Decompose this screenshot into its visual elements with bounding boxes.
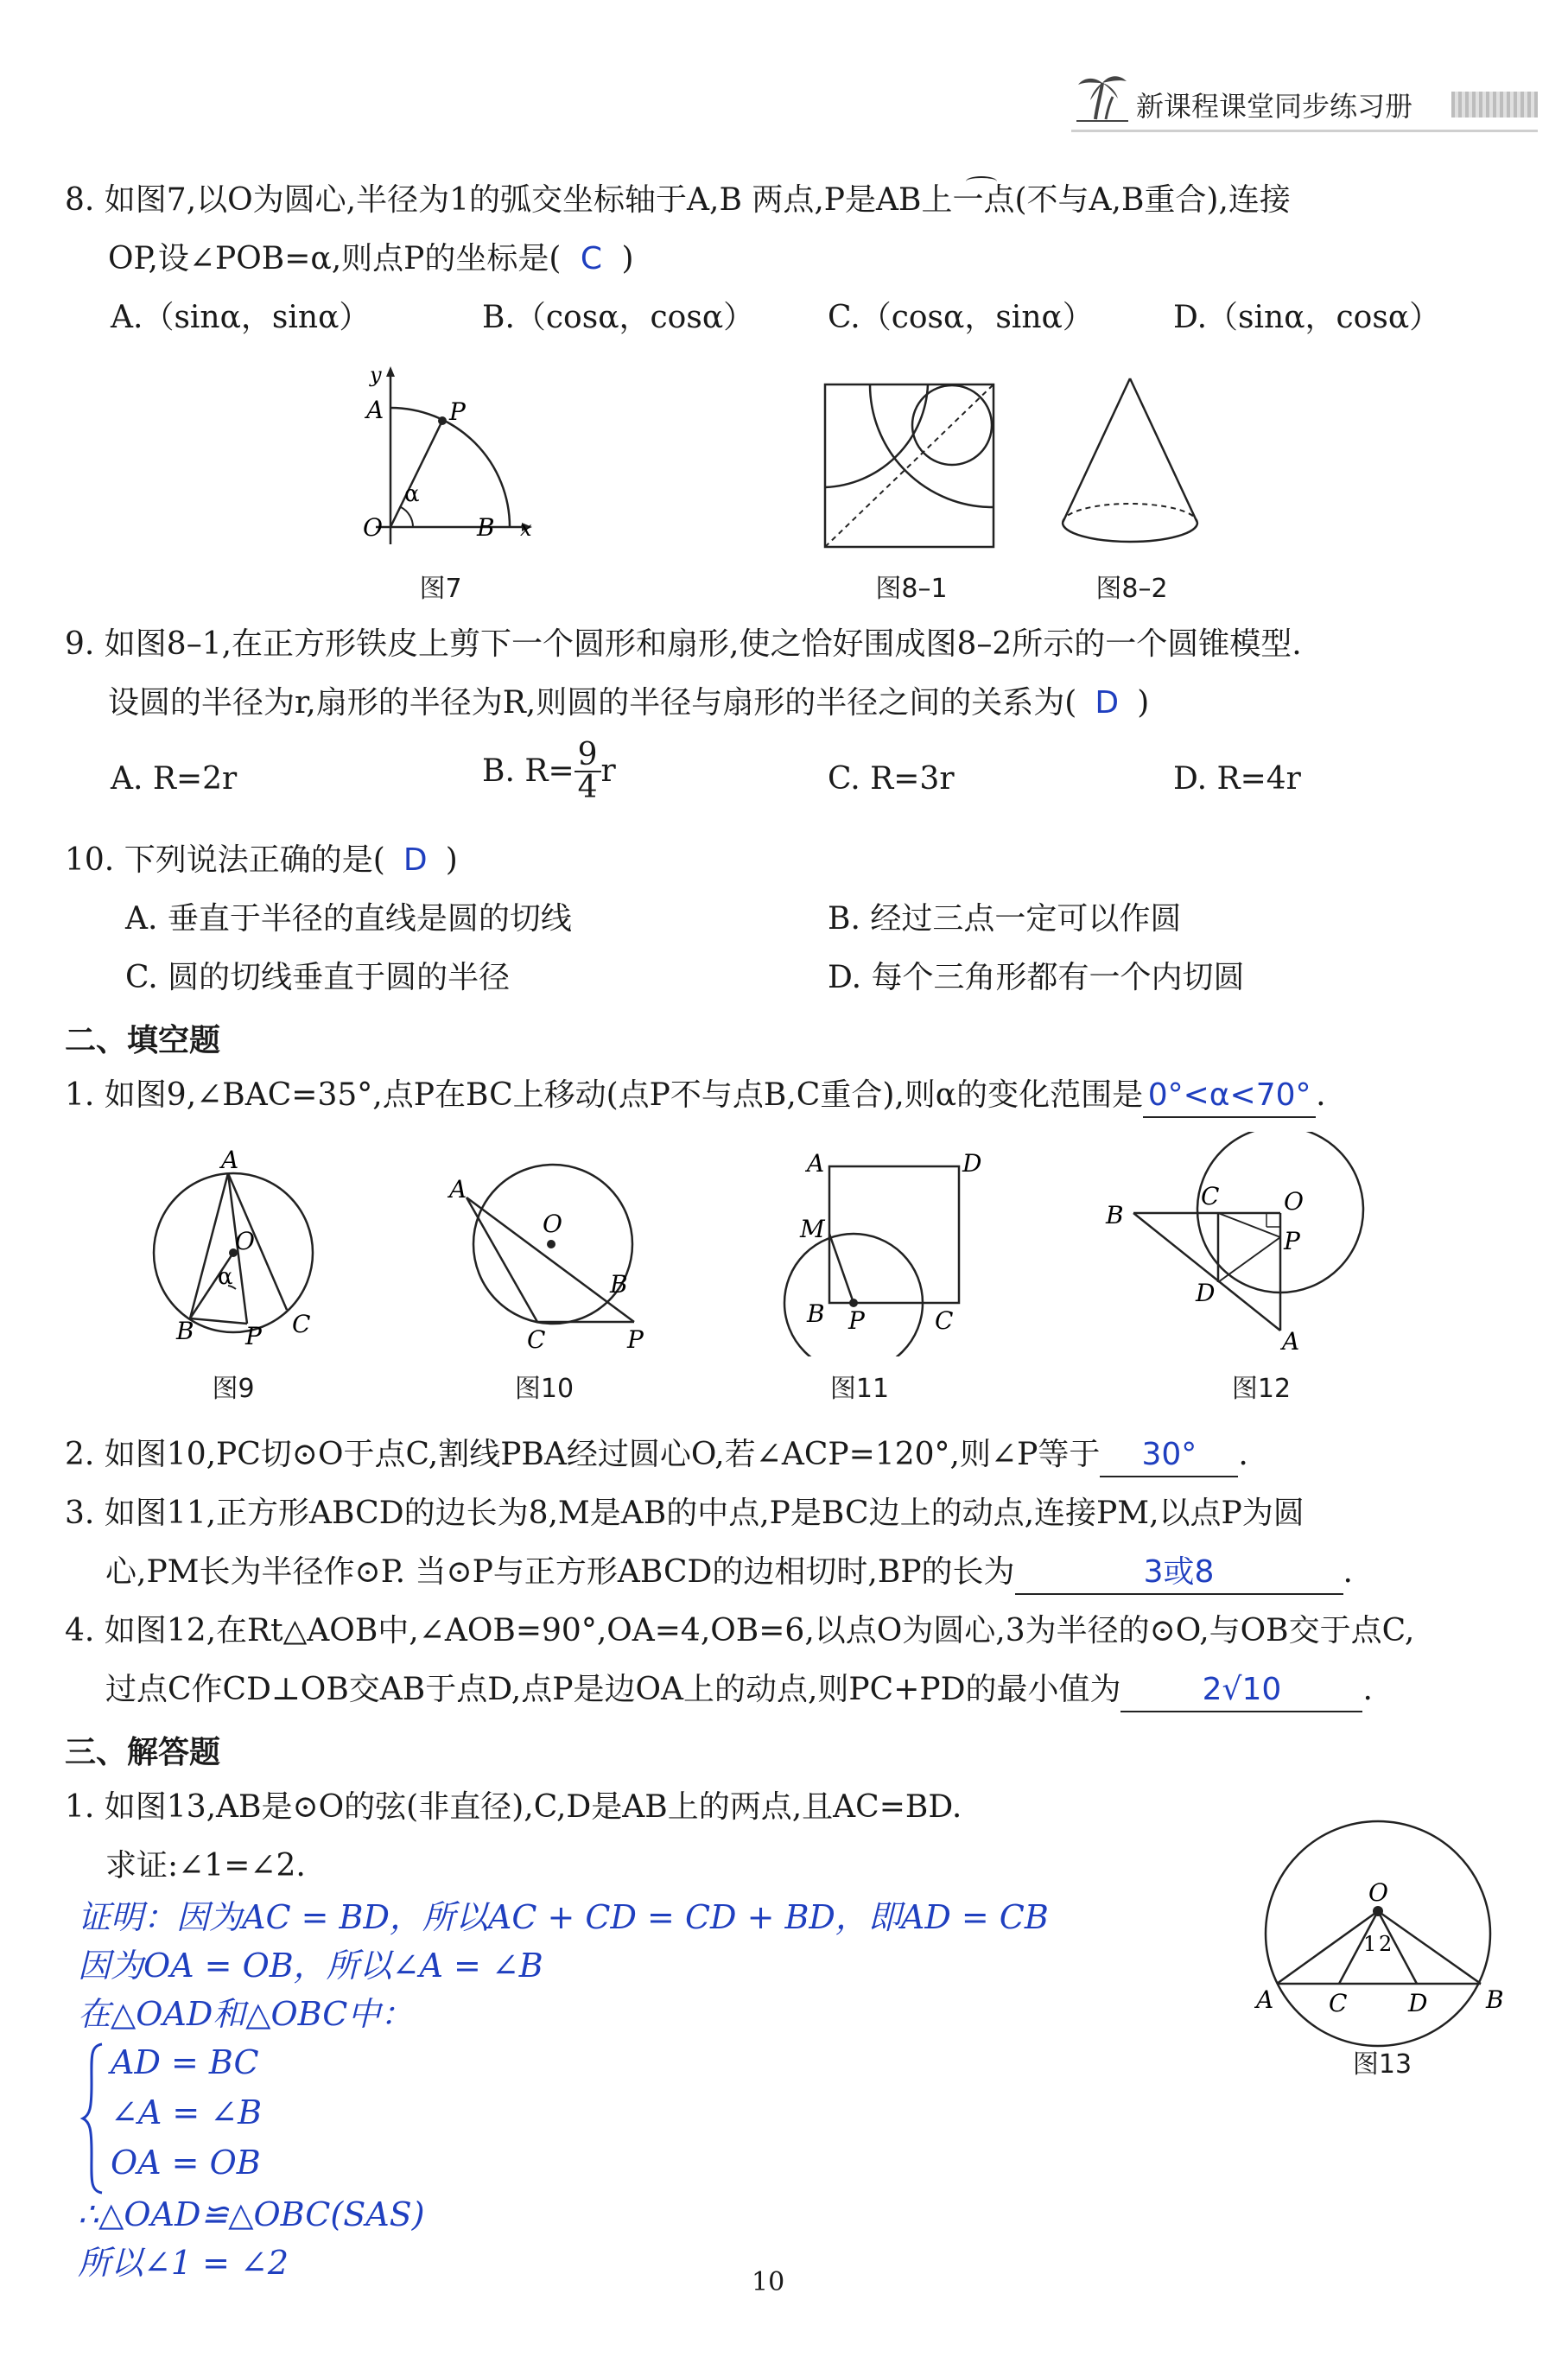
cone-left <box>1063 378 1130 523</box>
label-x: x <box>520 517 532 541</box>
header-rule <box>1071 130 1538 132</box>
angle-arc <box>401 507 413 527</box>
fill3-end: . <box>1343 1554 1353 1590</box>
fill2-text: 2. 如图10,PC切⊙O于点C,割线PBA经过圆心O,若∠ACP=120°,则∠P等于 <box>65 1437 1101 1472</box>
label-2: 2 <box>1379 1932 1393 1956</box>
fill4-answer: 2√10 <box>1120 1669 1362 1712</box>
label-b: B <box>807 1299 825 1328</box>
label-o: O <box>1284 1187 1304 1216</box>
q10-option-d: D. 每个三角形都有一个内切圆 <box>828 960 1245 995</box>
figure-8-1 <box>821 380 1002 553</box>
fill1-answer: 0°<α<70° <box>1143 1075 1316 1118</box>
q9-option-a: A. R=2r <box>111 761 238 797</box>
figure-13 <box>1253 1814 1512 2048</box>
sector-arc-outer <box>870 384 993 507</box>
label-b: B <box>176 1317 194 1345</box>
q10-stem-text: 10. 下列说法正确的是( <box>65 842 385 878</box>
label-p: P <box>848 1306 865 1335</box>
label-d: D <box>1196 1279 1216 1307</box>
fill1-text: 1. 如图9,∠BAC=35°,点P在BC上移动(点P不与点B,C重合),则α的变化范围是 <box>65 1077 1144 1113</box>
figure-10 <box>441 1149 665 1356</box>
q8-option-d: D.（sinα，cosα） <box>1173 300 1441 335</box>
label-alpha: α <box>218 1264 233 1290</box>
center-o <box>1373 1906 1383 1916</box>
q9-option-b <box>482 737 616 805</box>
fill2-end: . <box>1238 1437 1248 1472</box>
q8-close: ) <box>621 241 634 276</box>
segment-bp <box>190 1318 247 1324</box>
fig10-caption: 图10 <box>514 1374 575 1404</box>
solution-line-4: AD = BC <box>111 2043 259 2081</box>
solve1-stem: 1. 如图13,AB是⊙O的弦(非直径),C,D是AB上的两点,且AC=BD. <box>65 1789 962 1825</box>
fill4-line2 <box>105 1669 1373 1712</box>
fill4-end: . <box>1362 1672 1373 1707</box>
segment-ab <box>190 1173 228 1318</box>
label-c: C <box>935 1306 954 1335</box>
fig82-caption: 图8–2 <box>1095 574 1168 604</box>
fill2-answer: 30° <box>1100 1434 1238 1477</box>
header-decoration <box>1451 92 1538 118</box>
label-c: C <box>1329 1989 1348 2017</box>
label-alpha: α <box>404 481 420 507</box>
solution-line-5: ∠A = ∠B <box>111 2093 263 2131</box>
q9-close: ) <box>1137 685 1150 721</box>
label-o: O <box>235 1227 255 1255</box>
solution-line-6: OA = OB <box>111 2144 261 2182</box>
label-b: B <box>610 1270 628 1299</box>
label-d: D <box>962 1149 982 1178</box>
q9-option-d: D. R=4r <box>1173 761 1301 797</box>
q10-stem <box>65 840 458 881</box>
figure-12 <box>1097 1132 1408 1356</box>
q8-option-b: B.（cosα，cosα） <box>482 300 755 335</box>
label-b: B <box>1106 1201 1124 1229</box>
label-a: A <box>221 1146 239 1174</box>
sector-arc <box>825 384 928 487</box>
label-c: C <box>292 1310 311 1338</box>
fig81-caption: 图8–1 <box>875 574 948 604</box>
segment-ob <box>1378 1911 1481 1984</box>
q9-option-c: C. R=3r <box>828 761 955 797</box>
q9-option-b-pre: B. R= <box>482 753 575 789</box>
circle-o <box>1266 1821 1490 2046</box>
label-m: M <box>800 1215 825 1243</box>
q8-line1: 8. 如图7,以O为圆心,半径为1的弧交坐标轴于A,B 两点,P是AB上一点(不与A,B重合),连接 <box>65 182 1291 218</box>
segment-ac <box>467 1197 537 1322</box>
label-a: A <box>449 1175 467 1204</box>
solution-line-2: 因为OA = OB，所以∠A = ∠B <box>78 1947 543 1985</box>
label-c: C <box>527 1325 546 1354</box>
q8-line2 <box>108 238 633 280</box>
fill1-end: . <box>1316 1077 1326 1113</box>
q10-option-c: C. 圆的切线垂直于圆的半径 <box>125 960 511 995</box>
cone-base-front <box>1063 523 1197 542</box>
label-p: P <box>1284 1227 1300 1255</box>
section-3-title: 三、解答题 <box>65 1735 221 1770</box>
fraction-denominator: 4 <box>577 770 598 805</box>
q10-option-b: B. 经过三点一定可以作圆 <box>828 901 1182 937</box>
label-o: O <box>363 513 383 542</box>
label-p: P <box>245 1322 262 1348</box>
header <box>1071 76 1538 128</box>
q9-stem: 设圆的半径为r,扇形的半径为R,则圆的半径与扇形的半径之间的关系为( <box>108 685 1077 721</box>
label-o: O <box>1368 1878 1388 1907</box>
fill4-line1: 4. 如图12,在Rt△AOB中,∠AOB=90°,OA=4,OB=6,以点O为圆心,3为半径的⊙O,与OB交于点C, <box>65 1613 1415 1648</box>
solution-line-7: ∴△OAD≌△OBC(SAS) <box>78 2195 425 2233</box>
palm-tree-icon <box>1071 71 1132 123</box>
q8-stem: OP,设∠POB=α,则点P的坐标是( <box>108 241 562 276</box>
fig11-caption: 图11 <box>829 1374 890 1404</box>
brace-icon <box>79 2041 105 2196</box>
q8-answer: C <box>580 241 602 276</box>
label-a: A <box>1256 1985 1274 2014</box>
q8-option-a: A.（sinα，sinα） <box>111 300 371 335</box>
page-number: 10 <box>752 2267 785 2297</box>
center-o <box>547 1240 555 1248</box>
segment-pm <box>829 1234 854 1303</box>
solution-line-1: 证明：因为AC = BD，所以AC + CD = CD + BD，即AD = CB <box>78 1898 1049 1936</box>
fill3-line1: 3. 如图11,正方形ABCD的边长为8,M是AB的中点,P是BC边上的动点,连接PM,以点P为圆 <box>65 1496 1305 1531</box>
label-p: P <box>449 397 466 426</box>
fig7-caption: 图7 <box>419 574 462 604</box>
fig9-caption: 图9 <box>212 1374 255 1404</box>
q9-line1: 9. 如图8–1,在正方形铁皮上剪下一个圆形和扇形,使之恰好围成图8–2所示的一个圆锥模型. <box>65 626 1302 662</box>
label-a: A <box>1282 1327 1300 1356</box>
segment-pc <box>1218 1213 1280 1237</box>
y-arrow <box>386 366 395 377</box>
fraction-numerator: 9 <box>575 740 601 772</box>
circle-p <box>784 1234 923 1356</box>
label-y: y <box>370 363 382 387</box>
segment-pd <box>1218 1237 1280 1282</box>
header-title: 新课程课堂同步练习册 <box>1136 90 1413 123</box>
label-a: A <box>807 1149 825 1178</box>
q9-option-b-post: r <box>600 753 616 789</box>
solution-line-3: 在△OAD和△OBC中： <box>78 1995 414 2033</box>
segment-ab <box>1133 1213 1280 1331</box>
solve1-prove: 求证:∠1=∠2. <box>105 1848 306 1883</box>
label-c: C <box>1201 1182 1220 1210</box>
q10-answer: D <box>403 842 428 878</box>
cone-right <box>1130 378 1197 523</box>
fig13-caption: 图13 <box>1352 2049 1412 2080</box>
q8-option-c: C.（cosα，sinα） <box>828 300 1094 335</box>
fill1 <box>65 1075 1326 1118</box>
figure-7 <box>328 363 553 562</box>
fill3-line2 <box>105 1552 1353 1595</box>
fill3-text: 心,PM长为半径作⊙P. 当⊙P与正方形ABCD的边相切时,BP的长为 <box>105 1554 1015 1590</box>
figure-9 <box>138 1140 337 1348</box>
label-1: 1 <box>1363 1932 1377 1956</box>
q9-line2 <box>108 683 1149 724</box>
fraction <box>575 737 601 805</box>
label-p: P <box>627 1325 644 1354</box>
label-a: A <box>366 396 384 424</box>
point-p <box>438 416 447 425</box>
diagonal <box>825 384 993 547</box>
fill3-answer: 3或8 <box>1015 1552 1343 1595</box>
solution-line-8: 所以∠1 = ∠2 <box>78 2244 289 2282</box>
label-o: O <box>543 1210 562 1238</box>
figure-11 <box>778 1140 993 1356</box>
q9-answer: D <box>1095 685 1120 721</box>
q10-option-a: A. 垂直于半径的直线是圆的切线 <box>125 901 572 937</box>
section-2-title: 二、填空题 <box>65 1023 221 1058</box>
label-b: B <box>477 513 495 542</box>
label-b: B <box>1486 1985 1504 2014</box>
cone-base-back <box>1063 504 1197 523</box>
figure-8-2 <box>1054 372 1209 562</box>
fig12-caption: 图12 <box>1231 1374 1292 1404</box>
label-d: D <box>1408 1989 1428 2017</box>
fill4-text: 过点C作CD⊥OB交AB于点D,点P是边OA上的动点,则PC+PD的最小值为 <box>105 1672 1121 1707</box>
fill2 <box>65 1434 1248 1477</box>
segment-op <box>390 421 442 527</box>
arc-mark <box>966 176 997 187</box>
q10-close: ) <box>445 842 458 878</box>
